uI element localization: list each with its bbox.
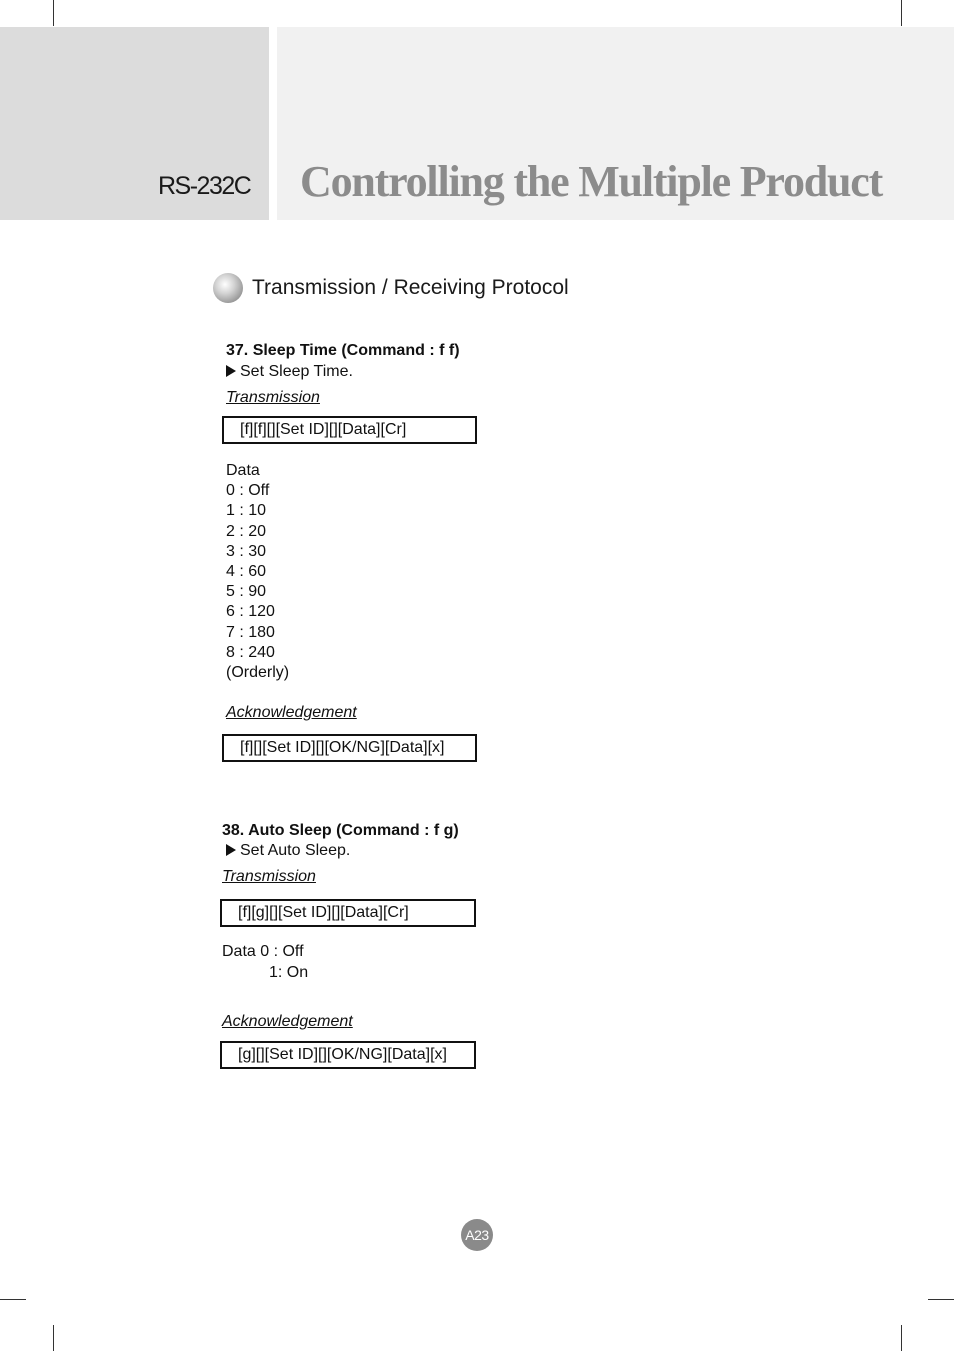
description-text: Set Auto Sleep. <box>240 842 351 859</box>
acknowledgement-command-box: [f][][Set ID][][OK/NG][Data][x] <box>222 734 477 762</box>
section-heading: 38. Auto Sleep (Command : f g) <box>222 822 459 839</box>
data-line: 1: On <box>269 964 309 981</box>
page-title: Controlling the Multiple Product <box>300 157 883 206</box>
section-heading: 37. Sleep Time (Command : f f) <box>226 342 460 359</box>
acknowledgement-command-box: [g][][Set ID][][OK/NG][Data][x] <box>220 1041 476 1069</box>
data-value: 4 : 60 <box>226 562 267 580</box>
crop-mark <box>53 1325 54 1351</box>
data-value: 7 : 180 <box>226 623 275 641</box>
data-value: 5 : 90 <box>226 583 267 601</box>
crop-mark <box>0 1299 26 1300</box>
page-number: A23 <box>461 1219 493 1251</box>
transmission-command-box: [f][f][][Set ID][][Data][Cr] <box>222 416 477 444</box>
description-text: Set Sleep Time. <box>240 363 353 380</box>
data-line: Data 0 : Off <box>222 943 304 960</box>
data-value: 3 : 30 <box>226 542 267 560</box>
crop-mark <box>901 1325 902 1351</box>
section-description <box>226 841 350 861</box>
data-list <box>226 461 289 683</box>
crop-mark <box>53 0 54 26</box>
acknowledgement-label: Acknowledgement <box>222 1013 353 1030</box>
data-value: (Orderly) <box>226 663 290 681</box>
transmission-command-box: [f][g][][Set ID][][Data][Cr] <box>220 899 476 927</box>
data-value: 6 : 120 <box>226 603 275 621</box>
data-label: Data <box>226 462 260 479</box>
section-tag: RS-232C <box>158 172 251 200</box>
crop-mark <box>901 0 902 26</box>
data-value: 1 : 10 <box>226 502 267 520</box>
sphere-bullet-icon <box>213 273 243 303</box>
acknowledgement-label: Acknowledgement <box>226 704 357 721</box>
data-value: 2 : 20 <box>226 522 267 540</box>
data-value: 8 : 240 <box>226 643 275 661</box>
data-value: 0 : Off <box>226 482 270 500</box>
crop-mark <box>928 1299 954 1300</box>
triangle-right-icon <box>226 365 236 377</box>
transmission-label: Transmission <box>226 389 320 406</box>
transmission-label: Transmission <box>222 868 316 885</box>
section-description <box>226 362 353 382</box>
triangle-right-icon <box>226 844 236 856</box>
subheading: Transmission / Receiving Protocol <box>252 276 569 299</box>
